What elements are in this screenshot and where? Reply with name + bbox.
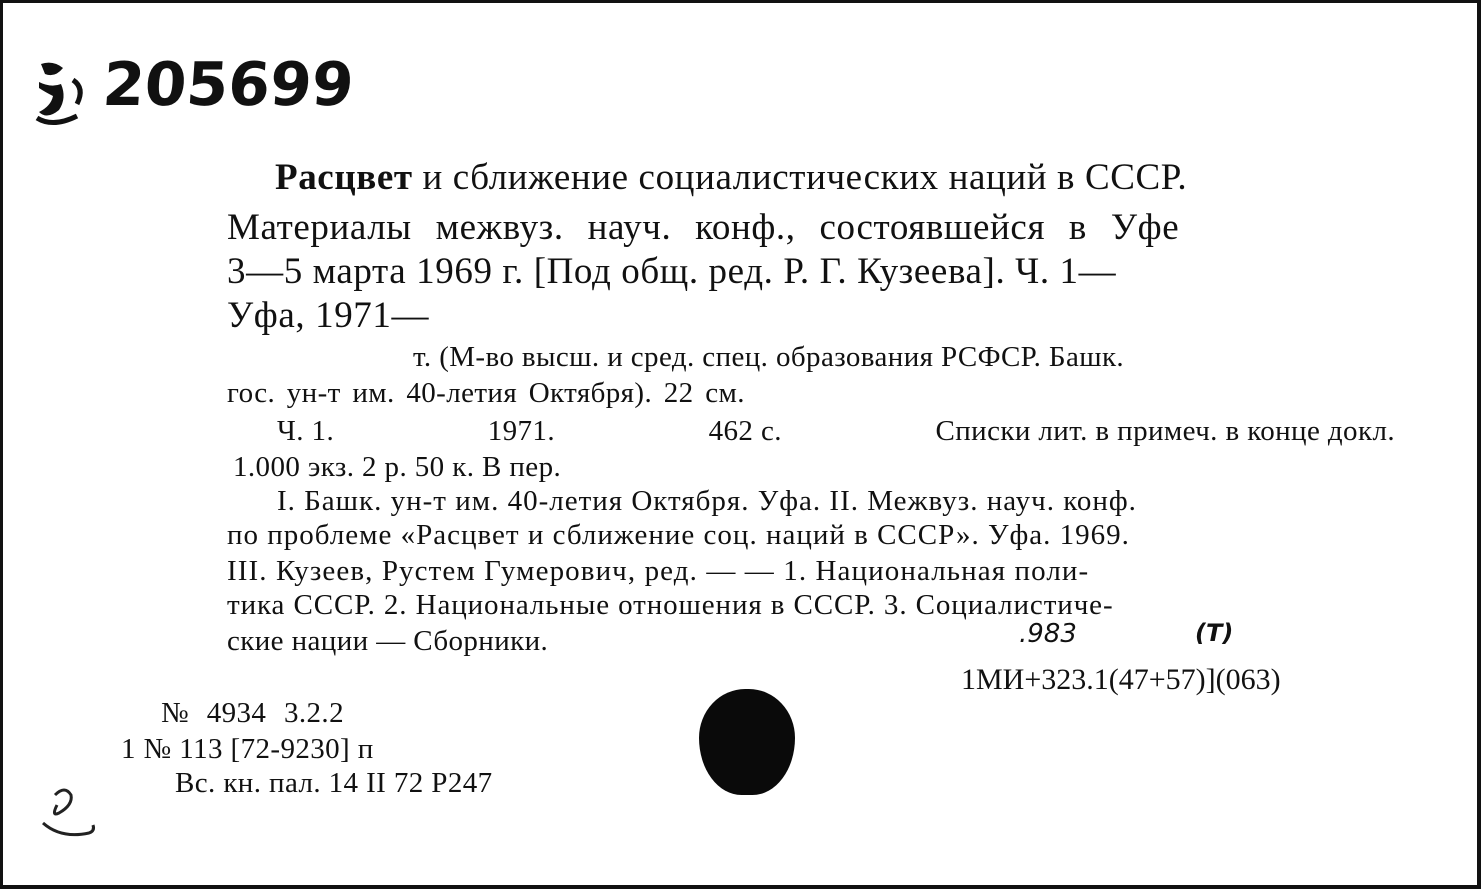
volume-line-2: 1.000 экз. 2 р. 50 к. В пер.: [233, 451, 562, 483]
handwritten-scribble-icon: [37, 783, 101, 845]
title-line-1: [275, 159, 1187, 196]
title-line-1-rest: и сближение социалистических наций в СССР.: [412, 157, 1188, 198]
registration-line-2: 1 № 113 [72-9230] п: [121, 733, 374, 765]
tracing-line-2: по проблеме «Расцвет и сближение соц. наций в СССР». Уфа. 1969.: [227, 519, 1130, 551]
volume-year: 1971.: [487, 415, 555, 447]
classification-index: 1МИ+323.1(47+57)](063): [961, 663, 1281, 696]
title-main-word: Расцвет: [275, 157, 413, 198]
handwritten-mark: (Т): [1195, 619, 1234, 647]
tracing-line-3: III. Кузеев, Рустем Гумерович, ред. — — 1. Национальная поли-: [227, 555, 1090, 587]
tracing-line-5: ские нации — Сборники.: [227, 625, 549, 657]
title-line-3: 3—5 марта 1969 г. [Под общ. ред. Р. Г. Кузеева]. Ч. 1—: [227, 251, 1117, 292]
title-line-2: Материалы межвуз. науч. конф., состоявшейся в Уфе: [227, 207, 1180, 248]
series-line-1: т. (М-во высш. и сред. спец. образования РСФСР. Башк.: [413, 341, 1125, 373]
title-line-4: Уфа, 1971—: [227, 295, 430, 336]
punch-hole: [699, 689, 795, 795]
stamp-mark-icon: [33, 58, 93, 133]
registration-line-1: № 4934 3.2.2: [161, 697, 344, 729]
handwritten-note: .983: [1019, 619, 1077, 649]
volume-line-1: [277, 417, 1395, 446]
volume-bibliography-note: Списки лит. в примеч. в конце докл.: [935, 415, 1395, 447]
volume-part: Ч. 1.: [277, 415, 335, 447]
registration-line-3: Вс. кн. пал. 14 II 72 Р247: [175, 767, 493, 799]
series-line-2: гос. ун-т им. 40-летия Октября). 22 см.: [227, 377, 745, 409]
tracing-line-1: I. Башк. ун-т им. 40-летия Октября. Уфа. II. Межвуз. науч. конф.: [277, 485, 1137, 517]
tracing-line-4: тика СССР. 2. Национальные отношения в СССР. 3. Социалистиче-: [227, 589, 1114, 621]
volume-pages: 462 с.: [708, 415, 782, 447]
accession-number: 205699: [100, 50, 356, 120]
